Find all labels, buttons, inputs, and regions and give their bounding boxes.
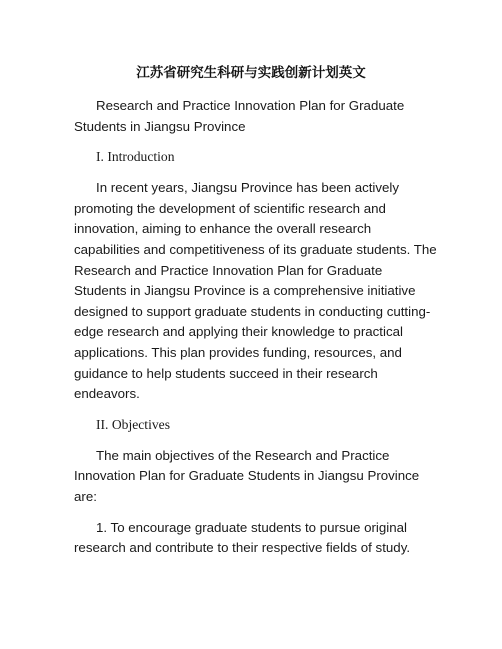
document-title: 江苏省研究生科研与实践创新计划英文 (136, 65, 366, 81)
document-body (74, 96, 438, 569)
objectives-intro-paragraph: The main objectives of the Research and Practice Innovation Plan for Graduate Students in Jiangsu Province are: (74, 447, 420, 504)
subtitle-paragraph: Research and Practice Innovation Plan for Graduate Students in Jiangsu Province (74, 98, 405, 134)
objective-item-1: 1. To encourage graduate students to pursue original research and contribute to their respective fields of study. (74, 519, 411, 556)
introduction-paragraph: In recent years, Jiangsu Province has been actively promoting the development of scientific research and innovation, aiming to enhance the overall research capabilities and competitiveness of its graduate students. The Research and Practice Innovation Plan for Graduate Students in Jiangsu Province is a comprehensive initiative designed to support graduate students in conducting cutting-edge research and applying their knowledge to practical applications. This plan provides funding, resources, and guidance to help students succeed in their research endeavors. (74, 180, 437, 402)
section-heading-objectives: II. Objectives (96, 416, 170, 432)
section-heading-introduction: I. Introduction (96, 149, 175, 165)
